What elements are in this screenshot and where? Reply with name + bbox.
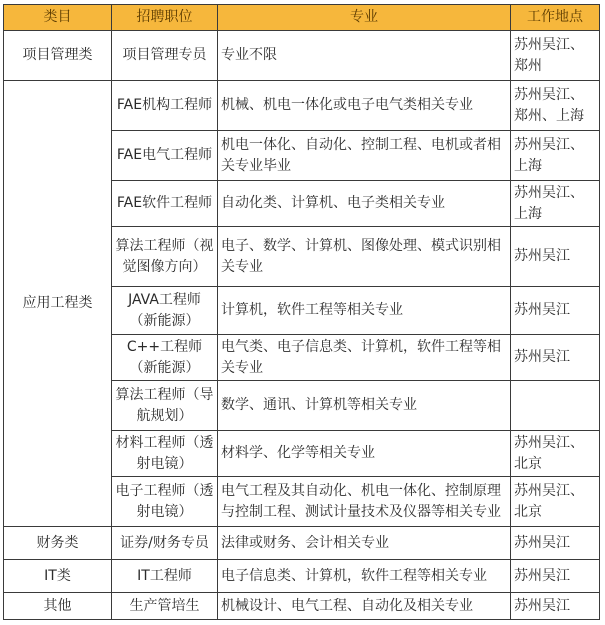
major-cell: 法律或财务、会计相关专业 bbox=[218, 527, 511, 560]
category-cell: 财务类 bbox=[4, 527, 112, 560]
major-cell: 材料学、化学等相关专业 bbox=[218, 431, 511, 477]
major-cell: 专业不限 bbox=[218, 31, 511, 81]
location-cell: 苏州吴江、上海 bbox=[511, 181, 600, 227]
location-cell: 苏州吴江 bbox=[511, 560, 600, 593]
category-cell: 项目管理类 bbox=[4, 31, 112, 81]
position-cell: IT工程师 bbox=[112, 560, 218, 593]
position-cell: 算法工程师（导航规划） bbox=[112, 381, 218, 431]
major-cell: 电气类、电子信息类、计算机，软件工程等相关专业 bbox=[218, 335, 511, 381]
category-cell: 其他 bbox=[4, 593, 112, 620]
recruitment-table bbox=[3, 4, 600, 620]
position-cell: 证券/财务专员 bbox=[112, 527, 218, 560]
position-cell: FAE电气工程师 bbox=[112, 131, 218, 181]
location-cell bbox=[511, 381, 600, 431]
table-row bbox=[4, 31, 600, 81]
table-row bbox=[4, 560, 600, 593]
major-cell: 计算机，软件工程等相关专业 bbox=[218, 287, 511, 335]
category-cell: 应用工程类 bbox=[4, 81, 112, 527]
position-cell: 生产管培生 bbox=[112, 593, 218, 620]
table-header-row bbox=[4, 5, 600, 31]
position-cell: C++工程师（新能源） bbox=[112, 335, 218, 381]
major-cell: 电子、数学、计算机、图像处理、模式识别相关专业 bbox=[218, 227, 511, 287]
location-cell: 苏州吴江 bbox=[511, 227, 600, 287]
position-cell: JAVA工程师（新能源） bbox=[112, 287, 218, 335]
table-row bbox=[4, 527, 600, 560]
header-major: 专业 bbox=[218, 5, 511, 31]
location-cell: 苏州吴江、上海 bbox=[511, 131, 600, 181]
position-cell: FAE软件工程师 bbox=[112, 181, 218, 227]
major-cell: 电气工程及其自动化、机电一体化、控制原理与控制工程、测试计量技术及仪器等相关专业 bbox=[218, 477, 511, 527]
location-cell: 苏州吴江 bbox=[511, 287, 600, 335]
major-cell: 电子信息类、计算机，软件工程等相关专业 bbox=[218, 560, 511, 593]
location-cell: 苏州吴江 bbox=[511, 593, 600, 620]
major-cell: 机械、机电一体化或电子电气类相关专业 bbox=[218, 81, 511, 131]
location-cell: 苏州吴江、北京 bbox=[511, 477, 600, 527]
major-cell: 数学、通讯、计算机等相关专业 bbox=[218, 381, 511, 431]
position-cell: FAE机构工程师 bbox=[112, 81, 218, 131]
location-cell: 苏州吴江 bbox=[511, 335, 600, 381]
major-cell: 机械设计、电气工程、自动化及相关专业 bbox=[218, 593, 511, 620]
position-cell: 材料工程师（透射电镜） bbox=[112, 431, 218, 477]
header-position: 招聘职位 bbox=[112, 5, 218, 31]
header-category: 类目 bbox=[4, 5, 112, 31]
major-cell: 自动化类、计算机、电子类相关专业 bbox=[218, 181, 511, 227]
location-cell: 苏州吴江、北京 bbox=[511, 431, 600, 477]
location-cell: 苏州吴江 bbox=[511, 527, 600, 560]
position-cell: 项目管理专员 bbox=[112, 31, 218, 81]
position-cell: 算法工程师（视觉图像方向） bbox=[112, 227, 218, 287]
header-location: 工作地点 bbox=[511, 5, 600, 31]
category-cell: IT类 bbox=[4, 560, 112, 593]
location-cell: 苏州吴江、郑州 bbox=[511, 31, 600, 81]
table-row bbox=[4, 593, 600, 620]
table-row bbox=[4, 81, 600, 131]
major-cell: 机电一体化、自动化、控制工程、电机或者相关专业毕业 bbox=[218, 131, 511, 181]
location-cell: 苏州吴江、郑州、上海 bbox=[511, 81, 600, 131]
position-cell: 电子工程师（透射电镜） bbox=[112, 477, 218, 527]
